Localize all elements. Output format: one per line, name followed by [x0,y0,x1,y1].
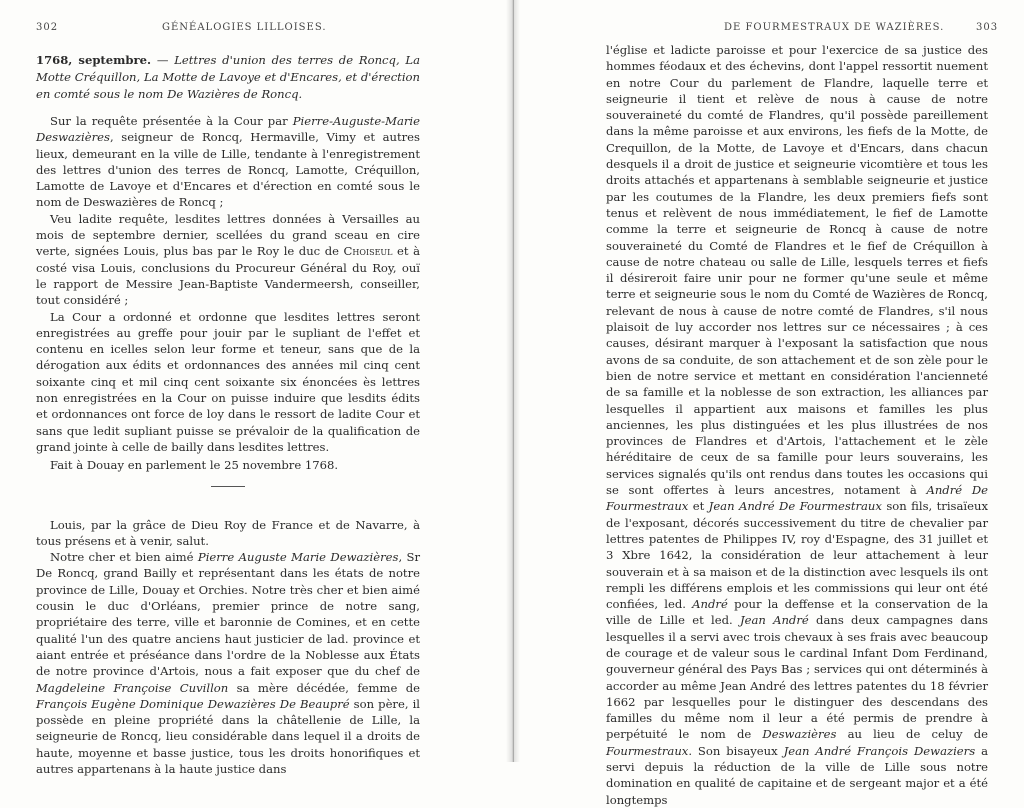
right-running-head: DE FOURMESTRAUX DE WAZIÈRES. [724,22,945,33]
r-text-b: et [688,499,709,514]
r-text-g: . Son bisayeux [688,743,784,758]
r-name-jean-andre: Jean André De Fourmestraux [708,499,882,514]
p6-father-name: François Eugène Dominique Dewazières De Beaupré [36,696,350,711]
p6-text-a: Notre cher et bien aimé [50,550,198,565]
heading-date: 1768, septembre. [36,53,152,67]
paragraph-fait-a-douay: Fait à Douay en parlement le 25 novembre 1768. [50,458,339,473]
left-page [0,0,512,776]
paragraph-louis: Louis, par la grâce de Dieu Roy de France et de Navarre, à tous présens et à venir, salut. [36,517,420,548]
p6-person-name: Pierre Auguste Marie Dewazières [197,550,399,565]
right-text-column [606,42,988,808]
p6-text-b: , Sr De Roncq, grand Bailly et représentant dans les états de notre province de Lille, Douay et Orchies. Notre très cher et bien aimé cousin le duc d'Orléans, premier prince de notre sang, propriétaire des terre, ville et baronnie de Comines, et en cette qualité l'un des quatre anciens haut justicier de lad. province et aiant entrée et préséance dans l'ordre de la Noblesse aux États de notre province d'Artois, nous a fait exposer que du chef de [36,550,420,679]
paragraph-notre-cher [36,549,420,777]
p6-text-c: sa mère décédée, femme de [228,680,420,695]
paragraph-requete [36,113,420,211]
left-text-column [36,52,420,777]
p2-text-b: et à costé visa Louis, conclusions du Procureur Général du Roy, ouï le rapport de Messire Jean-Baptiste Vandermeersh, conseiller, tout considéré ; [36,244,421,308]
p2-text-a: Veu ladite requête, lesdites lettres données à Versailles au mois de septembre dernier, scellées du grand sceau en cire verte, signées Louis, plus bas par le Roy le duc de [36,211,420,259]
r-name-jean-andre-2: Jean André [739,613,809,628]
r-name-andre-2: André [692,597,728,612]
r-text-c: son fils, trisaïeux de l'exposant, décorés successivement du titre de chevalier par lettres patentes de Philippes IV, roy d'Espagne, des 31 juillet et 3 Xbre 1642, la considération de leur attachement à leur souverain et à sa maison et de la distinction avec lesquels ils ont rempli les différens emplois et les commissions qui leur ont été confiées, led. [606,499,988,612]
section-separator [211,486,245,487]
p6-text-d: son père, il possède en pleine propriété dans la châtellenie de Lille, la seigneurie de Roncq, lieu considérable dans lequel il a droits de haute, moyenne et basse justice, tous les droits honorifiques et autres appartenans à la haute justice dans [36,696,420,776]
r-text-f: au lieu de celuy de [836,727,988,742]
r-text-h: a servi depuis la réduction de la ville de Lille sous notre domination en qualité de capitaine et de sergeant major et a été longtemps [606,743,988,807]
r-text-a: l'église et ladicte paroisse et pour l'exercice de sa justice des hommes féodaux et des échevins, dont l'appel ressortit nuement en notre Cour du parlement de Flandre, laquelle terre et seigneurie il tient et relève de nous à cause de notre souveraineté du comté de Flandres, qu'il possède pareillement dans la même paroisse et aux environs, les fiefs de la Motte, de Crequillon, de la Motte, de Lavoye et d'Encars, dans chacun desquels il a droit de justice et seigneurie vicomtière et tous les droits attachés et appartenans à semblable seigneurie et justice par les coutumes de la Flandre, les deux premiers fiefs sont tenus et relèvent de nous immédiatement, le fief de Lamotte comme la terre et seigneurie de Roncq à cause de notre souveraineté du Comté de Flandres et le fief de Créquillon à cause de notre chateau ou salle de Lille, lesquels terres et fiefs il désireroit faire unir pour ne former qu'une seule et même terre et seigneurie sous le nom du Comté de Wazières de Roncq, relevant de nous à cause de notre comté de Flandres, s'il nous plaisoit de luy accorder nos lettres sur ce nécessaires ; à ces causes, désirant marquer à l'exposant la satisfaction que nous avons de sa conduite, de son attachement et de son zèle pour le bien de notre service et mettant en considération l'ancienneté de sa famille et la noblesse de son extraction, les alliances par lesquelles il appartient aux maisons et familles les plus anciennes, les plus distinguées et les plus illustrées de nos provinces de Flandres et d'Artois, l'attachement et le zèle héréditaire de ceux de sa famille pour leurs souverains, les services signalés qu'ils ont rendus dans toutes les occasions qui se sont offertes à leurs ancestres, notament à [606,43,988,498]
left-running-head: GÉNÉALOGIES LILLOISES. [162,22,327,33]
p6-mother-name: Magdeleine Françoise Cuvillon [36,680,229,695]
paragraph-veu [36,211,420,309]
document-heading [36,52,420,103]
left-page-number: 302 [36,22,59,33]
paragraph-cour: La Cour a ordonné et ordonne que lesdites lettres seront enregistrées au greffe pour jouir par le supliant de l'effet et contenu en icelles selon leur forme et teneur, sans que de la dérogation aux édits et ordonnances des années mil cinq cent soixante cinq et mil cinq cent soixante six énoncées ès lettres non enregistrées en la Cour on puisse induire que lesdits édits et ordonnances ont force de loy dans le ressort de ladite Cour et sans que ledit supliant puisse se prévaloir de la qualification de grand jointe à celle de bailly dans lesdites lettres. [36,309,420,454]
r-name-andre: André De Fourmestraux [606,483,988,514]
r-text-d: pour la deffense et la conservation de la ville de Lille et led. [606,597,988,628]
right-page [512,0,1024,807]
heading-title: Lettres d'union des terres de Roncq, La Motte Créquillon, La Motte de Lavoye et d'Encares, et d'érection en comté sous le nom De Wazières de Roncq. [36,53,421,101]
r-name-deswazieres: Deswazières [762,727,837,742]
p1-person-name: Pierre-Auguste-Marie Deswazières [36,114,420,145]
right-page-number: 303 [976,22,999,33]
r-name-jean-andre-francois: Jean André François Dewaziers [783,743,976,758]
p1-text-a: Sur la requête présentée à la Cour par [50,114,293,128]
r-name-fourmestraux: Fourmestraux [606,743,689,758]
r-text-e: dans deux campagnes dans lesquelles il a servi avec trois chevaux à ses frais avec beaucoup de courage et de valeur sous le cardinal Infant Dom Ferdinand, gouverneur général des Pays Bas ; services qui ont déterminés à accorder au même Jean André des lettres patentes du 18 février 1662 par lesquelles pour le distinguer des descendans des familles du même nom il leur a été permis de prendre à perpétuité le nom de [606,613,988,742]
p1-text-b: , seigneur de Roncq, Hermaville, Vimy et autres lieux, demeurant en la ville de Lille, tendante à l'enregistrement des lettres d'union des terres de Roncq, Lamotte, Créquillon, Lamotte de Lavoye et d'Encares et d'érection en comté sous le nom de Deswazières de Roncq ; [36,130,420,210]
heading-dash: — [151,53,175,67]
paragraph-continuation [606,42,988,808]
p2-choiseul: Choiseul [343,244,393,259]
